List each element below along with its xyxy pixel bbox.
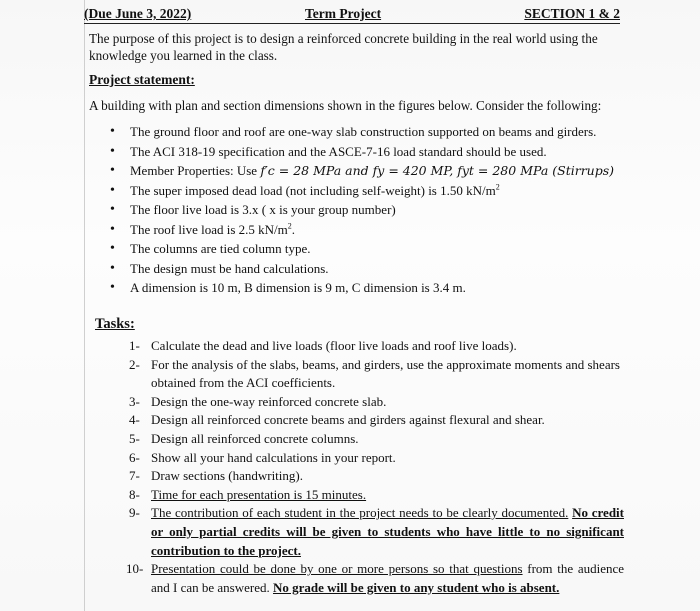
member-properties-formula: f′c = 28 MPa and fy = 420 MP, fyt = 280 MPa (Stirrups) bbox=[260, 163, 615, 178]
list-item: • The roof live load is 2.5 $kN/m^2$. bbox=[110, 220, 630, 240]
list-item: • The ground floor and roof are one-way slab construction supported on beams and girders. bbox=[110, 122, 630, 142]
list-item: • A dimension is 10 m, B dimension is 9 m, C dimension is 3.4 m. bbox=[110, 278, 630, 298]
task-item: 10- Presentation could be done by one or more persons so that questions from the audience and I can be answered. No grade will be given to any student who is absent. bbox=[126, 561, 625, 595]
requirements-list bbox=[110, 122, 630, 298]
page-edge bbox=[84, 0, 85, 611]
task-item: 9- The contribution of each student in the project needs to be clearly documented. No credit or only partial credits will be given to students who have little to no significant contribution to the project. bbox=[129, 505, 624, 558]
task-item: 1- Calculate the dead and live loads (floor live loads and roof live loads). bbox=[129, 338, 517, 353]
section-label: SECTION 1 & 2 bbox=[524, 6, 620, 21]
due-date: (Due June 3, 2022) bbox=[84, 6, 192, 21]
purpose-paragraph: The purpose of this project is to design a reinforced concrete building in the real world using the knowledge you learned in the class. bbox=[89, 31, 598, 63]
task-item: 8- Time for each presentation is 15 minutes. bbox=[129, 486, 367, 502]
list-item: • The columns are tied column type. bbox=[110, 239, 630, 259]
header-rule bbox=[84, 23, 620, 24]
task-item: 2- For the analysis of the slabs, beams, and girders, use the approximate moments and shears obtained from the ACI coefficients. bbox=[129, 356, 620, 391]
task-item: 4- Design all reinforced concrete beams and girders against flexural and shear. bbox=[129, 412, 545, 428]
list-item: • The super imposed dead load (not including self-weight) is 1.50 $kN/m^2$ bbox=[110, 181, 630, 201]
document-header bbox=[84, 6, 620, 24]
list-item: • The ACI 318-19 specification and the ASCE-7-16 load standard should be used. bbox=[110, 142, 630, 162]
tasks-heading: Tasks: bbox=[95, 316, 135, 332]
list-item: • The floor live load is 3.x ( x is your group number) bbox=[110, 200, 630, 220]
task-item: 5- Design all reinforced concrete columns. bbox=[129, 430, 359, 446]
task-item: 6- Show all your hand calculations in your report. bbox=[129, 449, 396, 465]
list-item: • Member Properties: Use f′c = 28 MPa and fy = 420 MP, fyt = 280 MPa (Stirrups) bbox=[110, 161, 630, 181]
list-item: • The design must be hand calculations. bbox=[110, 259, 630, 279]
task-item: 7- Draw sections (handwriting). bbox=[129, 468, 303, 484]
document-title: Term Project bbox=[305, 6, 382, 21]
statement-intro: A building with plan and section dimensions shown in the figures below. Consider the following: bbox=[89, 98, 602, 113]
task-item: 3- Design the one-way reinforced concrete slab. bbox=[129, 393, 387, 409]
project-statement-heading: Project statement: bbox=[89, 72, 195, 87]
tasks-list bbox=[126, 337, 625, 597]
